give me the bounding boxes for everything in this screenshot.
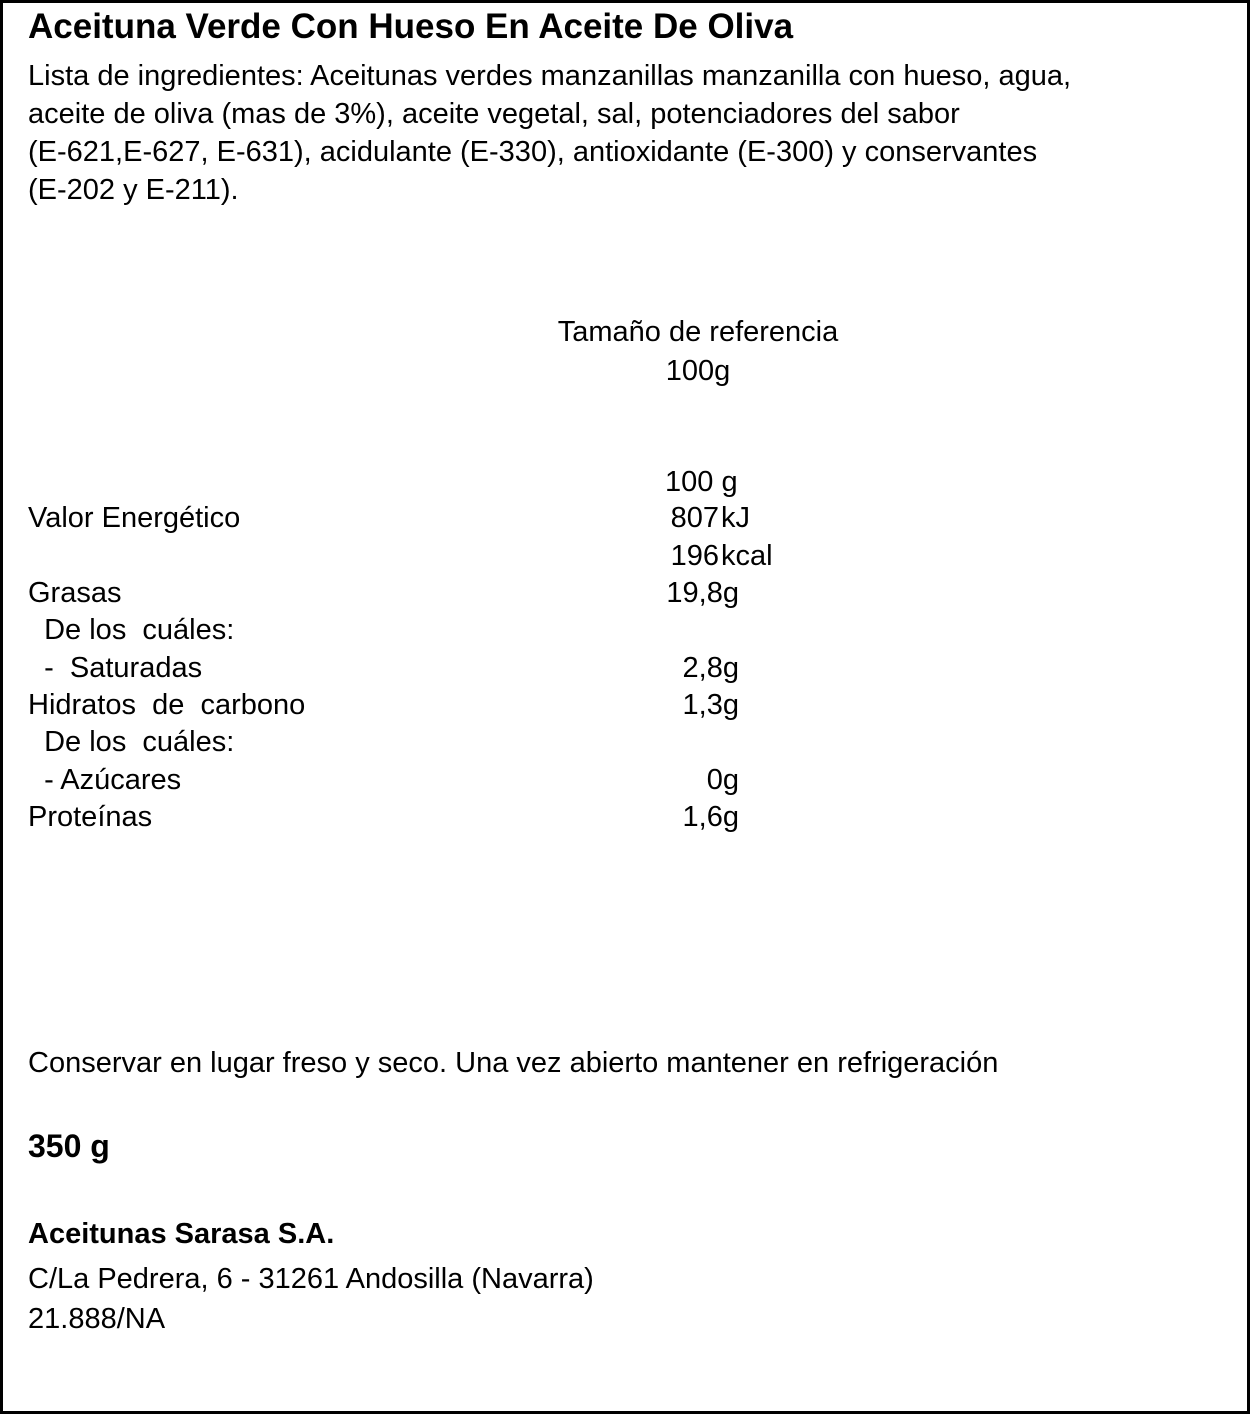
nutrient-value: 0g (706, 764, 739, 796)
nutrient-value: 1,3g (682, 689, 739, 721)
nutrient-label: Hidratos de carbono (28, 689, 306, 721)
energy-kcal-unit: kcal (721, 540, 773, 572)
ingredients-list (28, 57, 1218, 209)
reference-size-value: 100g (665, 355, 731, 387)
nutrient-value: 19,8g (666, 577, 739, 609)
nutrient-label: Proteínas (28, 801, 153, 833)
nutrition-column-header: 100 g (665, 466, 738, 498)
nutrient-value: 2,8g (682, 652, 739, 684)
energy-label: Valor Energético (28, 502, 241, 534)
product-title: Aceituna Verde Con Hueso En Aceite De Oliva (28, 7, 794, 46)
nutrient-value: 1,6g (682, 801, 739, 833)
energy-kj-value: 807 (670, 502, 719, 534)
nutrient-label: - Saturadas (28, 652, 203, 684)
company-name: Aceitunas Sarasa S.A. (28, 1218, 335, 1250)
reference-size-label: Tamaño de referencia (557, 316, 839, 348)
company-address: C/La Pedrera, 6 - 31261 Andosilla (Navarra) (28, 1263, 594, 1295)
storage-instructions: Conservar en lugar freso y seco. Una vez abierto mantener en refrigeración (28, 1047, 999, 1079)
energy-kj-unit: kJ (721, 502, 750, 534)
ingredients-line: (E-202 y E-211). (28, 174, 239, 206)
ingredients-line: aceite de oliva (mas de 3%), aceite vegetal, sal, potenciadores del sabor (28, 98, 960, 130)
energy-kcal-value: 196 (670, 540, 719, 572)
net-weight: 350 g (28, 1128, 110, 1164)
ingredients-line: (E-621,E-627, E-631), acidulante (E-330), antioxidante (E-300) y conservantes (28, 136, 1038, 168)
nutrient-label: - Azúcares (28, 764, 182, 796)
ingredients-line: Lista de ingredientes: Aceitunas verdes manzanillas manzanilla con hueso, agua, (28, 60, 1072, 92)
nutrient-sublabel: De los cuáles: (28, 614, 235, 646)
registry-number: 21.888/NA (28, 1303, 166, 1335)
nutrient-sublabel: De los cuáles: (28, 726, 235, 758)
nutrient-label: Grasas (28, 577, 122, 609)
